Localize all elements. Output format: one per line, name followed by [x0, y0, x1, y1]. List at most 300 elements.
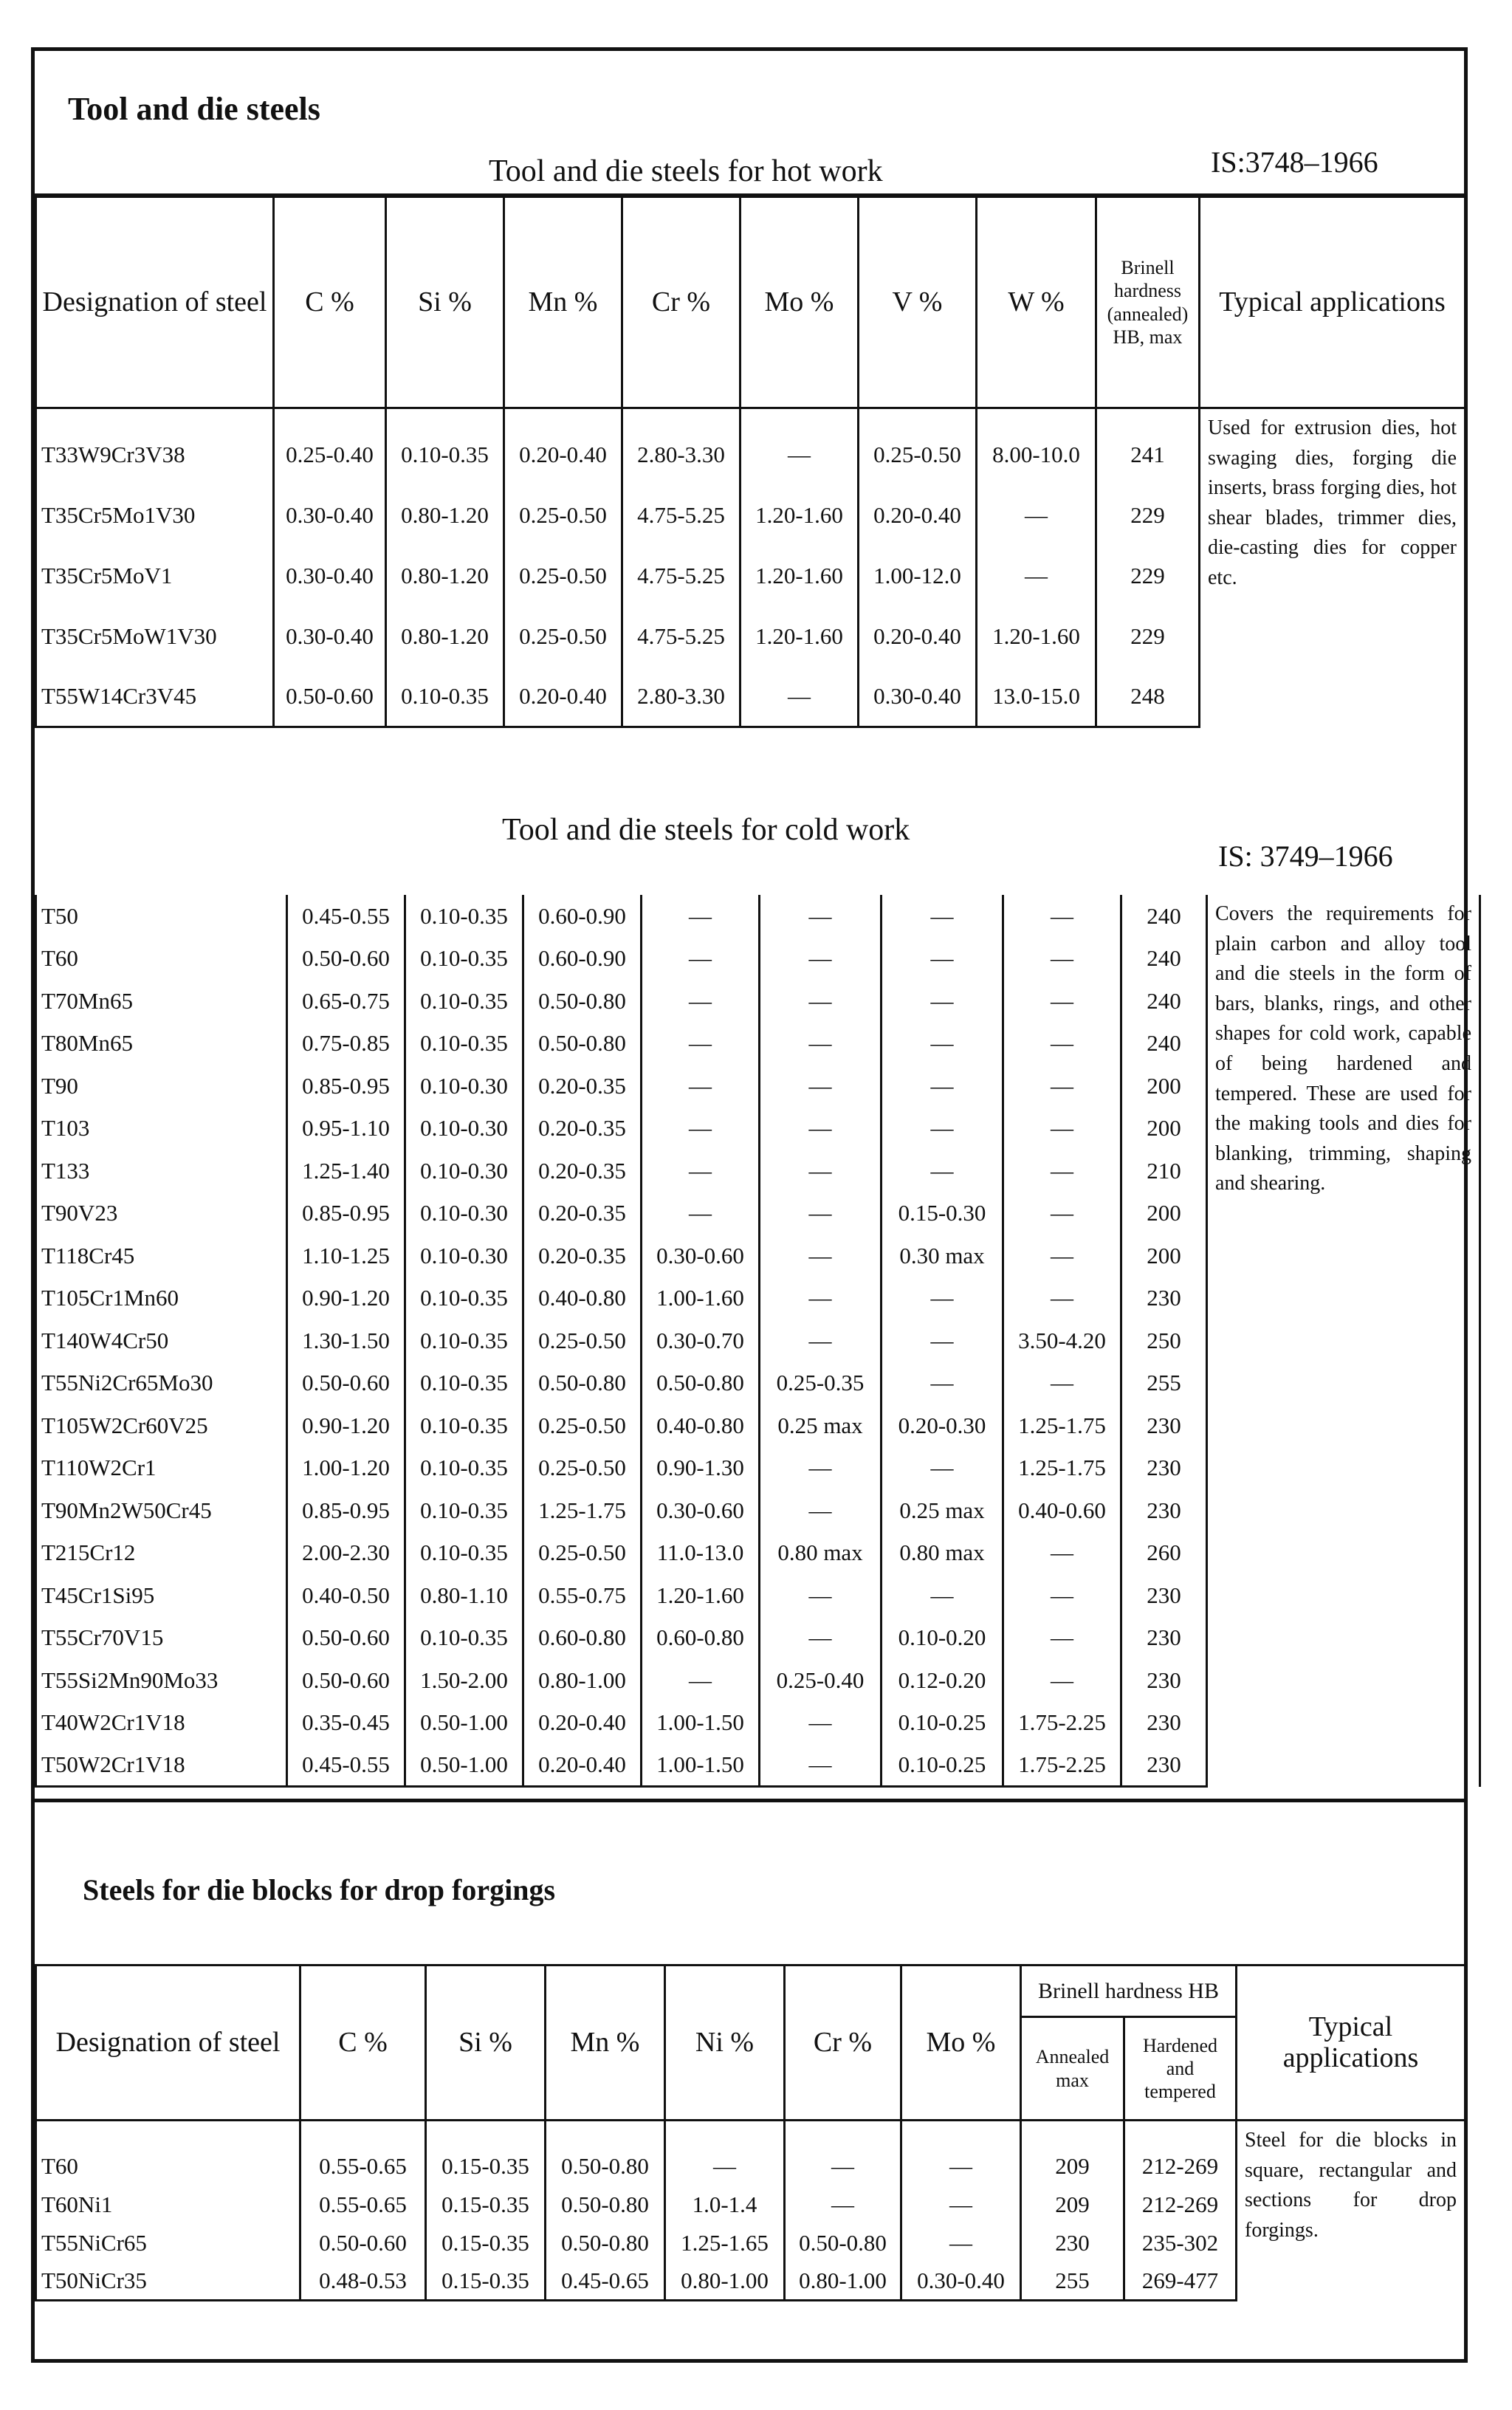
value-cell: 0.80-1.20	[386, 606, 504, 667]
value-cell: —	[1003, 1150, 1121, 1192]
value-cell: 0.10-0.30	[405, 1192, 523, 1235]
designation-cell: T105Cr1Mn60	[36, 1277, 287, 1320]
col-mo: Mo %	[901, 1966, 1021, 2121]
value-cell: 229	[1096, 546, 1200, 606]
value-cell: 230	[1021, 2224, 1124, 2262]
value-cell: 11.0-13.0	[642, 1532, 760, 1575]
value-cell: —	[882, 938, 1003, 981]
value-cell: 0.10-0.30	[405, 1065, 523, 1108]
value-cell: 0.30-0.70	[642, 1319, 760, 1362]
value-cell: 1.50-2.00	[405, 1659, 523, 1702]
value-cell: 0.10-0.30	[405, 1108, 523, 1150]
value-cell: 0.25 max	[882, 1489, 1003, 1532]
value-cell: 210	[1121, 1150, 1207, 1192]
col-hardened: Hardened and tempered	[1124, 2017, 1237, 2121]
value-cell: 8.00-10.0	[977, 408, 1096, 485]
value-cell: 0.50-0.80	[785, 2224, 901, 2262]
drop-top-rule	[35, 1799, 1464, 1802]
value-cell: 1.30-1.50	[287, 1319, 405, 1362]
value-cell: —	[1003, 938, 1121, 981]
value-cell: —	[1003, 980, 1121, 1023]
designation-cell: T133	[36, 1150, 287, 1192]
page-title: Tool and die steels	[68, 91, 320, 127]
value-cell: —	[740, 408, 859, 485]
value-cell: 4.75-5.25	[622, 485, 740, 546]
value-cell: 235-302	[1124, 2224, 1237, 2262]
value-cell: 1.20-1.60	[740, 485, 859, 546]
value-cell: 0.25-0.40	[274, 408, 386, 485]
value-cell: 255	[1121, 1362, 1207, 1405]
value-cell: 0.20-0.35	[523, 1192, 642, 1235]
value-cell: —	[1003, 1108, 1121, 1150]
col-brinell: Brinell hardness HB	[1021, 1966, 1237, 2017]
designation-cell: T45Cr1Si95	[36, 1574, 287, 1617]
value-cell: —	[760, 1319, 882, 1362]
value-cell: 0.50-0.60	[287, 938, 405, 981]
value-cell: —	[882, 1277, 1003, 1320]
col-mo: Mo %	[740, 197, 859, 408]
value-cell: 0.80-1.20	[386, 485, 504, 546]
value-cell: 229	[1096, 606, 1200, 667]
value-cell: 0.10-0.35	[386, 667, 504, 727]
value-cell: —	[740, 667, 859, 727]
value-cell: 0.10-0.35	[386, 408, 504, 485]
value-cell: 0.10-0.30	[405, 1150, 523, 1192]
value-cell: 0.65-0.75	[287, 980, 405, 1023]
value-cell: 0.20-0.35	[523, 1235, 642, 1277]
col-w: W %	[977, 197, 1096, 408]
value-cell: 0.50-0.80	[523, 1362, 642, 1405]
designation-cell: T55NiCr65	[36, 2224, 300, 2262]
value-cell: 0.10-0.20	[882, 1617, 1003, 1660]
value-cell: 0.45-0.55	[287, 1744, 405, 1787]
value-cell: 229	[1096, 485, 1200, 546]
value-cell: 0.90-1.20	[287, 1277, 405, 1320]
value-cell: 0.80 max	[760, 1532, 882, 1575]
value-cell: 0.50-0.80	[523, 980, 642, 1023]
value-cell: 0.50-1.00	[405, 1702, 523, 1745]
value-cell: 0.25-0.50	[523, 1532, 642, 1575]
value-cell: —	[901, 2186, 1021, 2224]
value-cell: 0.60-0.90	[523, 895, 642, 938]
col-cr: Cr %	[622, 197, 740, 408]
value-cell: 255	[1021, 2262, 1124, 2301]
designation-cell: T33W9Cr3V38	[36, 408, 274, 485]
designation-cell: T55Si2Mn90Mo33	[36, 1659, 287, 1702]
value-cell: 1.00-1.20	[287, 1447, 405, 1490]
value-cell: —	[1003, 1192, 1121, 1235]
value-cell: 0.50-0.80	[546, 2121, 665, 2186]
value-cell: 200	[1121, 1065, 1207, 1108]
value-cell: —	[785, 2121, 901, 2186]
value-cell: 0.10-0.35	[405, 1319, 523, 1362]
value-cell: —	[642, 1192, 760, 1235]
value-cell: 0.50-0.60	[287, 1659, 405, 1702]
value-cell: 0.80-1.00	[665, 2262, 785, 2301]
value-cell: 1.25-1.75	[523, 1489, 642, 1532]
designation-cell: T70Mn65	[36, 980, 287, 1023]
value-cell: —	[642, 1108, 760, 1150]
value-cell: —	[760, 1447, 882, 1490]
value-cell: 240	[1121, 938, 1207, 981]
value-cell: —	[642, 1023, 760, 1065]
designation-cell: T60	[36, 938, 287, 981]
value-cell: 200	[1121, 1108, 1207, 1150]
value-cell: —	[882, 1447, 1003, 1490]
value-cell: 0.50-0.60	[300, 2224, 426, 2262]
value-cell: —	[882, 1108, 1003, 1150]
value-cell: 0.20-0.40	[523, 1744, 642, 1787]
value-cell: 0.80-1.10	[405, 1574, 523, 1617]
value-cell: 0.80-1.20	[386, 546, 504, 606]
designation-cell: T90Mn2W50Cr45	[36, 1489, 287, 1532]
designation-cell: T50NiCr35	[36, 2262, 300, 2301]
value-cell: 0.25-0.50	[523, 1447, 642, 1490]
value-cell: 0.15-0.35	[426, 2186, 546, 2224]
value-cell: —	[760, 1065, 882, 1108]
value-cell: —	[642, 895, 760, 938]
value-cell: 0.50-0.80	[546, 2186, 665, 2224]
value-cell: 0.50-0.60	[287, 1362, 405, 1405]
value-cell: 0.85-0.95	[287, 1489, 405, 1532]
value-cell: 0.55-0.75	[523, 1574, 642, 1617]
value-cell: 1.00-1.60	[642, 1277, 760, 1320]
value-cell: 0.25-0.40	[760, 1659, 882, 1702]
value-cell: 230	[1121, 1404, 1207, 1447]
designation-cell: T55W14Cr3V45	[36, 667, 274, 727]
value-cell: 0.25-0.50	[504, 485, 622, 546]
value-cell: —	[882, 895, 1003, 938]
value-cell: 212-269	[1124, 2121, 1237, 2186]
value-cell: 0.40-0.80	[523, 1277, 642, 1320]
value-cell: —	[760, 1574, 882, 1617]
value-cell: —	[642, 1150, 760, 1192]
value-cell: 240	[1121, 895, 1207, 938]
col-mn: Mn %	[504, 197, 622, 408]
value-cell: 0.45-0.55	[287, 895, 405, 938]
value-cell: 2.00-2.30	[287, 1532, 405, 1575]
value-cell: 0.50-0.80	[546, 2224, 665, 2262]
value-cell: 0.35-0.45	[287, 1702, 405, 1745]
value-cell: 0.30-0.40	[859, 667, 977, 727]
value-cell: 0.85-0.95	[287, 1192, 405, 1235]
value-cell: 0.30-0.60	[642, 1489, 760, 1532]
value-cell: 250	[1121, 1319, 1207, 1362]
value-cell: 0.45-0.65	[546, 2262, 665, 2301]
value-cell: —	[1003, 1023, 1121, 1065]
value-cell: —	[1003, 1235, 1121, 1277]
col-si: Si %	[426, 1966, 546, 2121]
applications-cell: Covers the requirements for plain carbon and alloy tool and die steels in the form of bars, blanks, rings, and other shapes for cold work, capable of being hardened and tempered. These are used for the making tools and dies for blanking, trimming, shaping and shearing.	[1207, 895, 1480, 1787]
value-cell: 0.25-0.35	[760, 1362, 882, 1405]
value-cell: —	[760, 1150, 882, 1192]
hot-section-title: Tool and die steels for hot work	[489, 154, 883, 188]
value-cell: 0.85-0.95	[287, 1065, 405, 1108]
value-cell: 0.30-0.40	[274, 546, 386, 606]
designation-cell: T60Ni1	[36, 2186, 300, 2224]
value-cell: —	[901, 2121, 1021, 2186]
value-cell: 0.30-0.40	[901, 2262, 1021, 2301]
hot-work-table	[35, 196, 1466, 728]
value-cell: —	[1003, 1574, 1121, 1617]
value-cell: 0.25-0.50	[859, 408, 977, 485]
col-applications: Typical applications	[1200, 197, 1465, 408]
value-cell: 0.80-1.00	[785, 2262, 901, 2301]
value-cell: 0.20-0.35	[523, 1150, 642, 1192]
value-cell: 0.10-0.35	[405, 1023, 523, 1065]
designation-cell: T40W2Cr1V18	[36, 1702, 287, 1745]
value-cell: —	[882, 980, 1003, 1023]
value-cell: 241	[1096, 408, 1200, 485]
value-cell: 0.25-0.50	[523, 1404, 642, 1447]
value-cell: 230	[1121, 1617, 1207, 1660]
col-brinell: Brinell hardness (annealed) HB, max	[1096, 197, 1200, 408]
value-cell: 0.50-0.60	[287, 1617, 405, 1660]
value-cell: 0.10-0.35	[405, 1489, 523, 1532]
col-ni: Ni %	[665, 1966, 785, 2121]
value-cell: 0.25-0.50	[504, 606, 622, 667]
value-cell: 0.40-0.50	[287, 1574, 405, 1617]
value-cell: 0.20-0.40	[859, 485, 977, 546]
value-cell: 0.10-0.35	[405, 1532, 523, 1575]
designation-cell: T50	[36, 895, 287, 938]
value-cell: 209	[1021, 2121, 1124, 2186]
value-cell: 0.50-0.60	[274, 667, 386, 727]
value-cell: 0.20-0.40	[504, 408, 622, 485]
value-cell: 0.10-0.25	[882, 1744, 1003, 1787]
table-row	[36, 895, 1480, 938]
value-cell: 0.30-0.40	[274, 485, 386, 546]
value-cell: 3.50-4.20	[1003, 1319, 1121, 1362]
value-cell: 0.30 max	[882, 1235, 1003, 1277]
designation-cell: T118Cr45	[36, 1235, 287, 1277]
value-cell: 0.20-0.40	[504, 667, 622, 727]
designation-cell: T60	[36, 2121, 300, 2186]
value-cell: —	[760, 1235, 882, 1277]
col-applications: Typical applications	[1237, 1966, 1465, 2121]
applications-cell: Used for extrusion dies, hot swaging dies, forging die inserts, brass forging dies, hot shear blades, trimmer dies, die-casting dies for copper etc.	[1200, 408, 1465, 727]
value-cell: 1.75-2.25	[1003, 1702, 1121, 1745]
value-cell: 1.10-1.25	[287, 1235, 405, 1277]
value-cell: 0.12-0.20	[882, 1659, 1003, 1702]
col-cr: Cr %	[785, 1966, 901, 2121]
value-cell: —	[760, 895, 882, 938]
value-cell: —	[760, 1277, 882, 1320]
value-cell: 230	[1121, 1447, 1207, 1490]
value-cell: —	[882, 1065, 1003, 1108]
cold-work-table	[35, 895, 1481, 1788]
value-cell: —	[642, 980, 760, 1023]
value-cell: 0.10-0.25	[882, 1702, 1003, 1745]
value-cell: 0.50-0.80	[523, 1023, 642, 1065]
value-cell: —	[882, 1023, 1003, 1065]
designation-cell: T35Cr5MoV1	[36, 546, 274, 606]
value-cell: 0.15-0.30	[882, 1192, 1003, 1235]
value-cell: 1.20-1.60	[977, 606, 1096, 667]
value-cell: —	[977, 546, 1096, 606]
value-cell: 0.30-0.40	[274, 606, 386, 667]
col-designation: Designation of steel	[36, 197, 274, 408]
value-cell: —	[1003, 1532, 1121, 1575]
value-cell: 0.15-0.35	[426, 2262, 546, 2301]
drop-section-title: Steels for die blocks for drop forgings	[83, 1873, 556, 1906]
col-annealed: Annealed max	[1021, 2017, 1124, 2121]
value-cell: 0.50-1.00	[405, 1744, 523, 1787]
value-cell: 0.10-0.35	[405, 895, 523, 938]
value-cell: —	[760, 1192, 882, 1235]
value-cell: —	[901, 2224, 1021, 2262]
cold-standard: IS: 3749–1966	[1218, 840, 1393, 873]
drop-forging-table	[35, 1964, 1466, 2301]
value-cell: —	[642, 1659, 760, 1702]
value-cell: 0.15-0.35	[426, 2224, 546, 2262]
value-cell: —	[760, 1744, 882, 1787]
value-cell: 212-269	[1124, 2186, 1237, 2224]
value-cell: 0.20-0.40	[859, 606, 977, 667]
value-cell: 200	[1121, 1192, 1207, 1235]
designation-cell: T215Cr12	[36, 1532, 287, 1575]
value-cell: 0.60-0.90	[523, 938, 642, 981]
value-cell: 0.10-0.35	[405, 1404, 523, 1447]
value-cell: 260	[1121, 1532, 1207, 1575]
col-v: V %	[859, 197, 977, 408]
value-cell: 230	[1121, 1489, 1207, 1532]
value-cell: 0.60-0.80	[642, 1617, 760, 1660]
value-cell: 0.10-0.35	[405, 1277, 523, 1320]
value-cell: 230	[1121, 1277, 1207, 1320]
value-cell: 0.10-0.35	[405, 1362, 523, 1405]
value-cell: 0.95-1.10	[287, 1108, 405, 1150]
value-cell: 230	[1121, 1744, 1207, 1787]
value-cell: —	[665, 2121, 785, 2186]
value-cell: 0.90-1.20	[287, 1404, 405, 1447]
value-cell: 4.75-5.25	[622, 606, 740, 667]
value-cell: 200	[1121, 1235, 1207, 1277]
value-cell: 0.55-0.65	[300, 2121, 426, 2186]
value-cell: —	[882, 1362, 1003, 1405]
value-cell: 0.55-0.65	[300, 2186, 426, 2224]
value-cell: —	[1003, 1065, 1121, 1108]
value-cell: 0.15-0.35	[426, 2121, 546, 2186]
applications-cell: Steel for die blocks in square, rectangular and sections for drop forgings.	[1237, 2121, 1465, 2301]
value-cell: —	[1003, 1659, 1121, 1702]
value-cell: 0.48-0.53	[300, 2262, 426, 2301]
designation-cell: T55Cr70V15	[36, 1617, 287, 1660]
value-cell: —	[785, 2186, 901, 2224]
value-cell: 1.25-1.65	[665, 2224, 785, 2262]
value-cell: —	[882, 1574, 1003, 1617]
col-si: Si %	[386, 197, 504, 408]
value-cell: 0.10-0.30	[405, 1235, 523, 1277]
value-cell: —	[1003, 1277, 1121, 1320]
value-cell: 0.10-0.35	[405, 1447, 523, 1490]
designation-cell: T80Mn65	[36, 1023, 287, 1065]
value-cell: 0.20-0.30	[882, 1404, 1003, 1447]
col-c: C %	[274, 197, 386, 408]
value-cell: 13.0-15.0	[977, 667, 1096, 727]
designation-cell: T90	[36, 1065, 287, 1108]
value-cell: 0.75-0.85	[287, 1023, 405, 1065]
value-cell: 0.80 max	[882, 1532, 1003, 1575]
value-cell: 1.00-12.0	[859, 546, 977, 606]
value-cell: 1.00-1.50	[642, 1744, 760, 1787]
value-cell: —	[1003, 895, 1121, 938]
value-cell: —	[642, 938, 760, 981]
designation-cell: T90V23	[36, 1192, 287, 1235]
value-cell: 0.10-0.35	[405, 938, 523, 981]
value-cell: 0.60-0.80	[523, 1617, 642, 1660]
value-cell: 1.75-2.25	[1003, 1744, 1121, 1787]
value-cell: 248	[1096, 667, 1200, 727]
value-cell: 0.20-0.40	[523, 1702, 642, 1745]
value-cell: —	[1003, 1362, 1121, 1405]
value-cell: 0.20-0.35	[523, 1065, 642, 1108]
designation-cell: T105W2Cr60V25	[36, 1404, 287, 1447]
value-cell: 209	[1021, 2186, 1124, 2224]
designation-cell: T110W2Cr1	[36, 1447, 287, 1490]
value-cell: —	[760, 1023, 882, 1065]
value-cell: 0.40-0.60	[1003, 1489, 1121, 1532]
value-cell: —	[760, 1489, 882, 1532]
value-cell: 2.80-3.30	[622, 408, 740, 485]
value-cell: 1.20-1.60	[740, 546, 859, 606]
value-cell: 0.10-0.35	[405, 980, 523, 1023]
value-cell: 4.75-5.25	[622, 546, 740, 606]
value-cell: 0.30-0.60	[642, 1235, 760, 1277]
value-cell: 269-477	[1124, 2262, 1237, 2301]
value-cell: —	[977, 485, 1096, 546]
table-row	[36, 2121, 1465, 2186]
value-cell: 1.25-1.75	[1003, 1447, 1121, 1490]
value-cell: 0.25 max	[760, 1404, 882, 1447]
value-cell: 1.20-1.60	[740, 606, 859, 667]
table-row	[36, 408, 1465, 485]
value-cell: —	[760, 1702, 882, 1745]
value-cell: 230	[1121, 1702, 1207, 1745]
designation-cell: T50W2Cr1V18	[36, 1744, 287, 1787]
value-cell: —	[760, 938, 882, 981]
value-cell: —	[882, 1319, 1003, 1362]
designation-cell: T55Ni2Cr65Mo30	[36, 1362, 287, 1405]
value-cell: 240	[1121, 1023, 1207, 1065]
hot-standard: IS:3748–1966	[1211, 145, 1378, 179]
value-cell: 240	[1121, 980, 1207, 1023]
value-cell: 0.25-0.50	[504, 546, 622, 606]
value-cell: 0.50-0.80	[642, 1362, 760, 1405]
value-cell: —	[760, 1108, 882, 1150]
value-cell: —	[760, 980, 882, 1023]
value-cell: —	[760, 1617, 882, 1660]
designation-cell: T103	[36, 1108, 287, 1150]
value-cell: 1.20-1.60	[642, 1574, 760, 1617]
designation-cell: T35Cr5Mo1V30	[36, 485, 274, 546]
value-cell: 0.25-0.50	[523, 1319, 642, 1362]
value-cell: 1.0-1.4	[665, 2186, 785, 2224]
value-cell: 0.10-0.35	[405, 1617, 523, 1660]
value-cell: —	[642, 1065, 760, 1108]
value-cell: 0.80-1.00	[523, 1659, 642, 1702]
value-cell: 1.25-1.75	[1003, 1404, 1121, 1447]
value-cell: 230	[1121, 1574, 1207, 1617]
col-c: C %	[300, 1966, 426, 2121]
designation-cell: T140W4Cr50	[36, 1319, 287, 1362]
value-cell: —	[1003, 1617, 1121, 1660]
value-cell: 230	[1121, 1659, 1207, 1702]
value-cell: 0.20-0.35	[523, 1108, 642, 1150]
cold-section-title: Tool and die steels for cold work	[502, 813, 910, 847]
value-cell: 0.40-0.80	[642, 1404, 760, 1447]
value-cell: 1.00-1.50	[642, 1702, 760, 1745]
